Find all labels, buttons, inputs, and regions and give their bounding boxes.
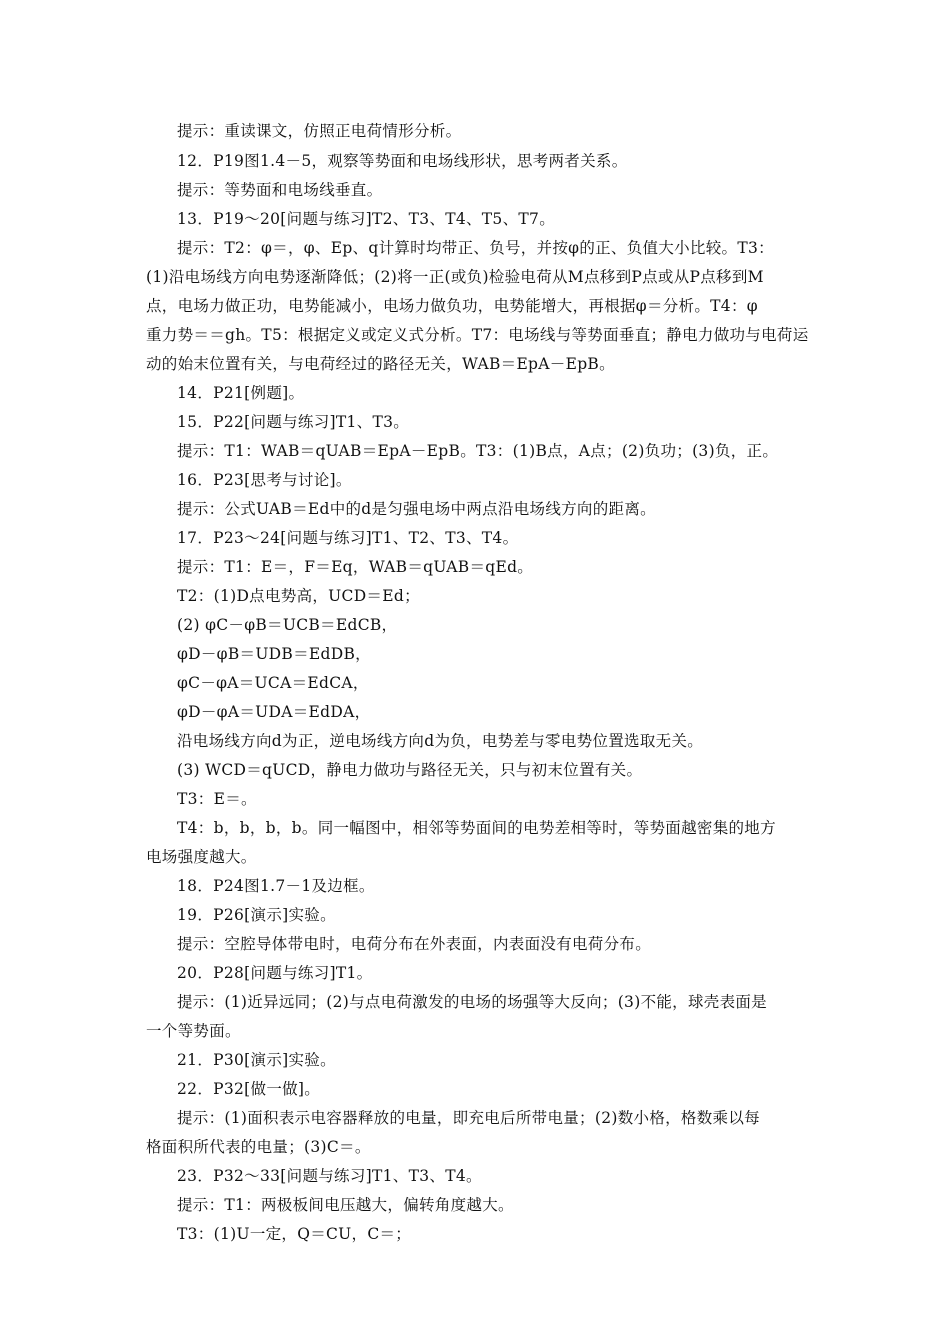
text-line: [177, 1195, 950, 1215]
text-line: [177, 557, 950, 577]
text-line: [177, 760, 950, 780]
text-line: [146, 325, 950, 345]
line-content: φD－φB＝UDB＝EdDB，: [177, 645, 371, 663]
text-line: [177, 1108, 950, 1128]
text-line: [177, 789, 950, 809]
text-line: [177, 992, 950, 1012]
line-content: 17．P23～24[问题与练习]T1、T2、T3、T4。: [177, 529, 519, 547]
text-line: [177, 1079, 950, 1099]
line-content: 点，电场力做正功，电势能减小，电场力做负功，电势能增大，再根据φ＝分析。T4：φ: [146, 297, 758, 315]
line-content: 12．P19图1.4－5，观察等势面和电场线形状，思考两者关系。: [177, 152, 628, 170]
text-line: [177, 1050, 950, 1070]
text-line: [177, 121, 950, 141]
line-content: 格面积所代表的电量；(3)C＝。: [146, 1138, 371, 1156]
line-content: (3) WCD＝qUCD，静电力做功与路径无关，只与初末位置有关。: [177, 761, 643, 779]
line-content: 提示：公式UAB＝Ed中的d是匀强电场中两点沿电场线方向的距离。: [177, 500, 656, 518]
line-content: 提示：T2：φ＝，φ、Ep、q计算时均带正、负号，并按φ的正、负值大小比较。T3：: [177, 239, 774, 257]
text-line: [177, 238, 950, 258]
text-line: [177, 934, 950, 954]
line-content: 提示：重读课文，仿照正电荷情形分析。: [177, 122, 462, 140]
text-line: [146, 1137, 950, 1157]
text-line: [177, 818, 950, 838]
line-content: 提示：(1)近异远同；(2)与点电荷激发的电场的场强等大反向；(3)不能，球壳表面是: [177, 993, 767, 1011]
line-content: 提示：T1：两极板间电压越大，偏转角度越大。: [177, 1196, 514, 1214]
text-line: [177, 702, 950, 722]
text-line: [177, 528, 950, 548]
line-content: 19．P26[演示]实验。: [177, 906, 336, 924]
text-line: [177, 615, 950, 635]
text-line: [177, 499, 950, 519]
text-line: [177, 1224, 950, 1244]
text-line: [177, 876, 950, 896]
line-content: T3：(1)U一定，Q＝CU，C＝；: [177, 1225, 412, 1243]
line-content: 一个等势面。: [146, 1022, 241, 1040]
line-content: 18．P24图1.7－1及边框。: [177, 877, 375, 895]
line-content: 提示：等势面和电场线垂直。: [177, 181, 383, 199]
line-content: 20．P28[问题与练习]T1。: [177, 964, 373, 982]
line-content: T4：b，b，b，b。同一幅图中，相邻等势面间的电势差相等时，等势面越密集的地方: [177, 819, 776, 837]
line-content: 提示：(1)面积表示电容器释放的电量，即充电后所带电量；(2)数小格，格数乘以每: [177, 1109, 760, 1127]
text-line: [177, 441, 950, 461]
line-content: 提示：T1：WAB＝qUAB＝EpA－EpB。T3：(1)B点，A点；(2)负功；(3)负，正。: [177, 442, 779, 460]
text-line: [177, 731, 950, 751]
line-content: φD－φA＝UDA＝EdDA，: [177, 703, 371, 721]
text-line: [146, 1021, 950, 1041]
text-line: [177, 383, 950, 403]
text-line: [177, 470, 950, 490]
text-line: [146, 847, 950, 867]
text-line: [177, 209, 950, 229]
text-line: [177, 673, 950, 693]
text-line: [177, 180, 950, 200]
line-content: 16．P23[思考与讨论]。: [177, 471, 352, 489]
line-content: 提示：T1：E＝，F＝Eq，WAB＝qUAB＝qEd。: [177, 558, 534, 576]
line-content: T3：E＝。: [177, 790, 257, 808]
text-line: [177, 1166, 950, 1186]
text-line: [177, 963, 950, 983]
line-content: 沿电场线方向d为正，逆电场线方向d为负，电势差与零电势位置选取无关。: [177, 732, 704, 750]
line-content: 重力势＝＝gh。T5：根据定义或定义式分析。T7：电场线与等势面垂直；静电力做功与电荷运: [146, 326, 809, 344]
text-line: [146, 267, 950, 287]
line-content: 21．P30[演示]实验。: [177, 1051, 336, 1069]
text-line: [177, 151, 950, 171]
line-content: φC－φA＝UCA＝EdCA，: [177, 674, 369, 692]
line-content: 15．P22[问题与练习]T1、T3。: [177, 413, 410, 431]
text-line: [146, 296, 950, 316]
text-line: [177, 412, 950, 432]
text-line: [177, 905, 950, 925]
line-content: 动的始末位置有关，与电荷经过的路径无关，WAB＝EpA－EpB。: [146, 355, 615, 373]
line-content: (2) φC－φB＝UCB＝EdCB，: [177, 616, 398, 634]
line-content: T2：(1)D点电势高，UCD＝Ed；: [177, 587, 420, 605]
line-content: 13．P19～20[问题与练习]T2、T3、T4、T5、T7。: [177, 210, 555, 228]
line-content: 提示：空腔导体带电时，电荷分布在外表面，内表面没有电荷分布。: [177, 935, 652, 953]
line-content: 电场强度越大。: [146, 848, 257, 866]
line-content: 22．P32[做一做]。: [177, 1080, 321, 1098]
text-line: [146, 354, 950, 374]
line-content: (1)沿电场线方向电势逐渐降低；(2)将一正(或负)检验电荷从M点移到P点或从P点移到M: [146, 268, 764, 286]
text-line: [177, 644, 950, 664]
line-content: 14．P21[例题]。: [177, 384, 305, 402]
line-content: 23．P32～33[问题与练习]T1、T3、T4。: [177, 1167, 482, 1185]
text-line: [177, 586, 950, 606]
